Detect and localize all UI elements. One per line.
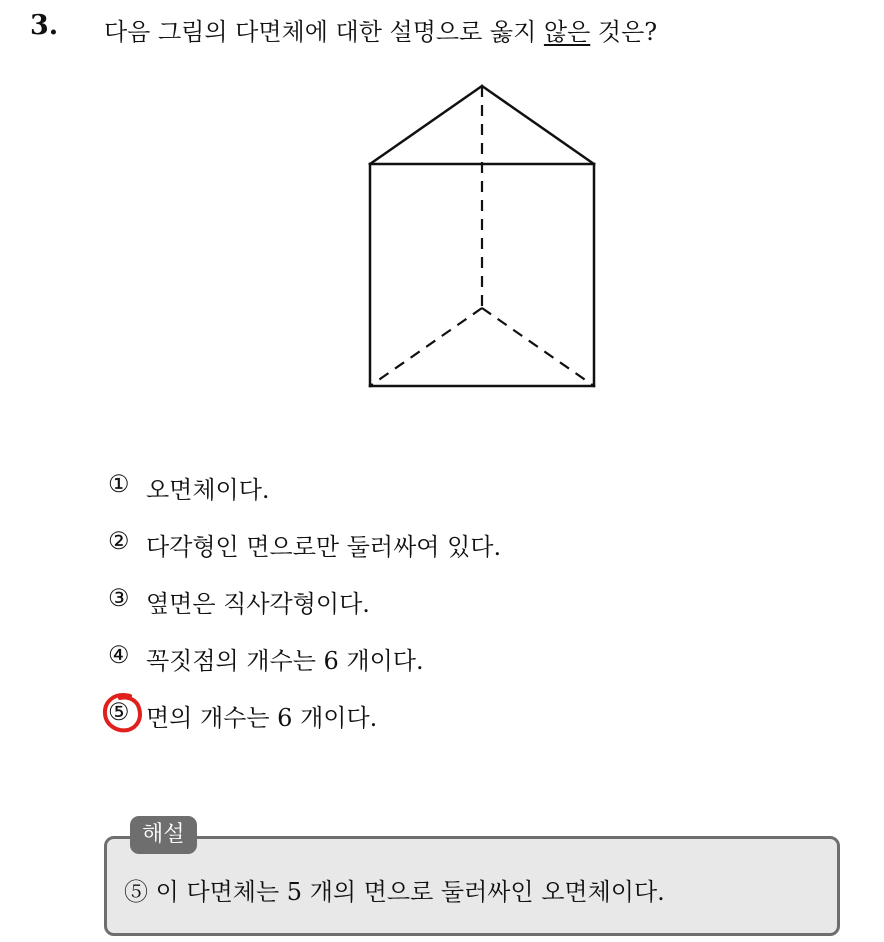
question-text-after: 것은? xyxy=(590,18,658,46)
choice-5[interactable] xyxy=(108,698,501,755)
choice-1-mark: ① xyxy=(108,470,130,498)
choice-4[interactable] xyxy=(108,641,501,698)
explanation-text: ⑤ 이 다면체는 5 개의 면으로 둘러싸인 오면체이다. xyxy=(124,878,665,906)
choice-2-text: 다각형인 면으로만 둘러싸여 있다. xyxy=(146,533,502,561)
choice-list xyxy=(108,470,501,755)
triangular-prism-icon xyxy=(360,78,604,398)
question-number: 3. xyxy=(30,10,59,41)
choice-1-text: 오면체이다. xyxy=(146,476,270,504)
question-text-underlined: 않은 xyxy=(543,18,591,46)
question-text-before: 다음 그림의 다면체에 대한 설명으로 옳지 xyxy=(104,18,544,46)
choice-3[interactable] xyxy=(108,584,501,641)
choice-1[interactable] xyxy=(108,470,501,527)
question-text xyxy=(104,12,657,47)
choice-3-text: 옆면은 직사각형이다. xyxy=(146,590,370,618)
choice-4-text: 꼭짓점의 개수는 6 개이다. xyxy=(146,647,424,675)
choice-3-mark: ③ xyxy=(108,584,130,612)
choice-4-mark: ④ xyxy=(108,641,130,669)
choice-5-mark-glyph: ⑤ xyxy=(108,698,130,726)
choice-5-mark xyxy=(108,698,146,726)
explanation-tag: 해설 xyxy=(130,816,197,854)
choice-5-text: 면의 개수는 6 개이다. xyxy=(146,704,378,732)
choice-2[interactable] xyxy=(108,527,501,584)
answer-circle-icon xyxy=(100,690,146,736)
choice-2-mark: ② xyxy=(108,527,130,555)
triangular-prism-figure xyxy=(360,78,604,402)
